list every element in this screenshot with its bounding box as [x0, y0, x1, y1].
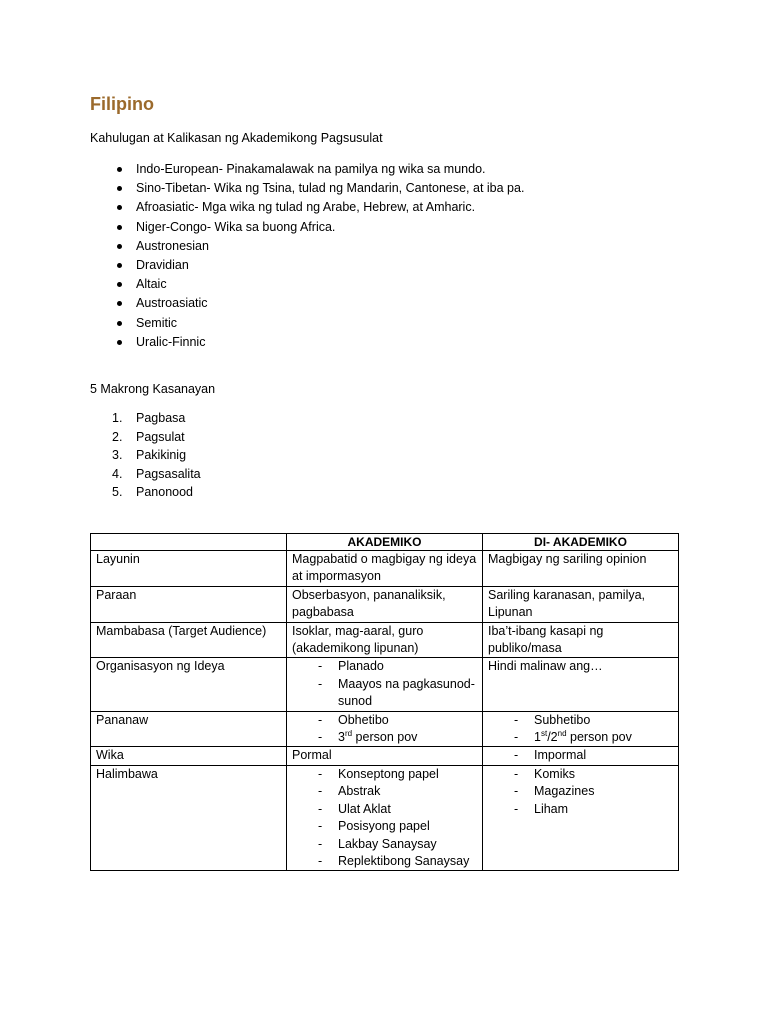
- list-item: - Komiks: [488, 766, 673, 783]
- list-item-label: Pakikinig: [136, 448, 187, 463]
- list-item: - Impormal: [488, 747, 673, 764]
- header-empty: [91, 534, 287, 551]
- dash-list: [488, 766, 673, 818]
- akademiko-cell: Obserbasyon, pananaliksik, pagbabasa: [287, 586, 483, 622]
- table-row: [91, 551, 679, 587]
- ordinal-suffix: rd: [344, 728, 353, 738]
- di-akademiko-cell: [483, 765, 679, 870]
- di-akademiko-cell: Magbigay ng sariling opinion: [483, 551, 679, 587]
- ordinal-number: 3: [338, 730, 345, 745]
- list-item: [90, 428, 201, 447]
- list-item: - Posisyong papel: [292, 818, 477, 835]
- list-number: 1.: [112, 411, 123, 425]
- ordinal-suffix: st: [540, 728, 548, 738]
- list-item: - Lakbay Sanaysay: [292, 836, 477, 853]
- dash-list: [292, 712, 477, 747]
- table-header-row: [91, 534, 679, 551]
- di-akademiko-cell: Iba’t-ibang kasapi ng publiko/masa: [483, 622, 679, 658]
- item-text: person pov: [352, 730, 418, 745]
- list-item-label: Pagsasalita: [136, 466, 201, 481]
- macro-skills-heading: 5 Makrong Kasanayan: [90, 382, 216, 396]
- di-akademiko-cell: Sariling karanasan, pamilya, Lipunan: [483, 586, 679, 622]
- list-item: Indo-European- Pinakamalawak na pamilya ng wika sa mundo.: [90, 160, 524, 179]
- list-item: - Subhetibo: [488, 712, 673, 729]
- dash-list: [488, 747, 673, 764]
- list-item: - Ulat Aklat: [292, 801, 477, 818]
- list-item: Semitic: [90, 314, 524, 333]
- list-item: - Planado: [292, 658, 477, 675]
- list-item: [90, 446, 201, 465]
- header-di-akademiko: DI- AKADEMIKO: [483, 534, 679, 551]
- list-item: - Liham: [488, 801, 673, 818]
- di-akademiko-cell: [483, 747, 679, 765]
- di-akademiko-cell: [483, 711, 679, 747]
- table-row: [91, 622, 679, 658]
- row-label: Halimbawa: [91, 765, 287, 870]
- list-item: Dravidian: [90, 256, 524, 275]
- header-akademiko: AKADEMIKO: [287, 534, 483, 551]
- list-item: - Maayos na pagkasunod-sunod: [292, 676, 477, 711]
- list-item: [90, 409, 201, 428]
- list-item-label: Pagbasa: [136, 411, 186, 425]
- list-item: Austroasiatic: [90, 294, 524, 313]
- language-families-list: [90, 160, 524, 352]
- akademiko-cell: Isoklar, mag-aaral, guro (akademikong lipunan): [287, 622, 483, 658]
- ordinal-suffix: nd: [557, 728, 567, 738]
- row-label: Paraan: [91, 586, 287, 622]
- macro-skills-list: [90, 409, 201, 502]
- row-label: Layunin: [91, 551, 287, 587]
- list-item: - Konseptong papel: [292, 766, 477, 783]
- comparison-table: [90, 533, 679, 871]
- akademiko-cell: Pormal: [287, 747, 483, 765]
- row-label: Wika: [91, 747, 287, 765]
- list-number: 5.: [112, 485, 123, 500]
- list-item: [488, 729, 673, 746]
- list-item: - Abstrak: [292, 783, 477, 800]
- akademiko-cell: [287, 658, 483, 711]
- list-number: 4.: [112, 466, 123, 481]
- ordinal-number: /2: [547, 730, 558, 745]
- list-number: 2.: [112, 429, 123, 444]
- list-item-label: Panonood: [136, 485, 194, 500]
- list-item: Altaic: [90, 275, 524, 294]
- ordinal-number: 1: [534, 730, 541, 745]
- akademiko-cell: [287, 711, 483, 747]
- table-row: [91, 747, 679, 765]
- table-row: [91, 711, 679, 747]
- list-item: Uralic-Finnic: [90, 333, 524, 352]
- list-item: Afroasiatic- Mga wika ng tulad ng Arabe, Hebrew, at Amharic.: [90, 198, 524, 217]
- dash-list: [292, 766, 477, 870]
- list-number: 3.: [112, 448, 123, 463]
- list-item: [90, 483, 201, 502]
- list-item: - Obhetibo: [292, 712, 477, 729]
- row-label: Organisasyon ng Ideya: [91, 658, 287, 711]
- list-item: - Replektibong Sanaysay: [292, 853, 477, 870]
- akademiko-cell: [287, 765, 483, 870]
- item-text: person pov: [566, 730, 632, 745]
- list-item: - Magazines: [488, 783, 673, 800]
- section-subtitle: Kahulugan at Kalikasan ng Akademikong Pagsusulat: [90, 131, 383, 145]
- dash-list: [488, 712, 673, 747]
- table-row: [91, 586, 679, 622]
- di-akademiko-cell: Hindi malinaw ang…: [483, 658, 679, 711]
- list-item: Austronesian: [90, 237, 524, 256]
- list-item: Niger-Congo- Wika sa buong Africa.: [90, 218, 524, 237]
- row-label: Pananaw: [91, 711, 287, 747]
- table-row: [91, 765, 679, 870]
- list-item: Sino-Tibetan- Wika ng Tsina, tulad ng Mandarin, Cantonese, at iba pa.: [90, 179, 524, 198]
- list-item: [90, 465, 201, 484]
- table-row: [91, 658, 679, 711]
- document-title: Filipino: [90, 94, 154, 114]
- akademiko-cell: Magpabatid o magbigay ng ideya at impormasyon: [287, 551, 483, 587]
- list-item: [292, 729, 477, 746]
- list-item-label: Pagsulat: [136, 429, 185, 444]
- row-label: Mambabasa (Target Audience): [91, 622, 287, 658]
- dash-list: [292, 658, 477, 710]
